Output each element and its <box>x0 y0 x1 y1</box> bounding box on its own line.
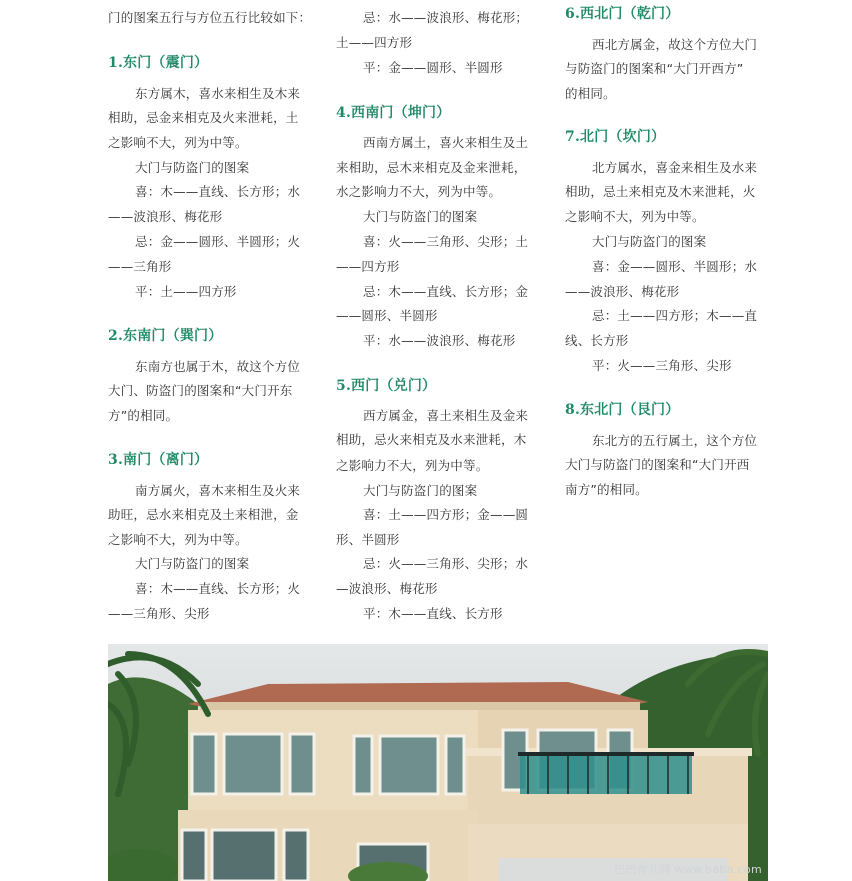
subheading-line: 大门与防盗门的图案 <box>135 160 250 175</box>
unfavorable-line: 线、长方形 <box>565 333 629 348</box>
paragraph-line: 大门与防盗门的图案和“大门开西 <box>565 457 750 472</box>
paragraph-line: 的相同。 <box>565 86 616 101</box>
paragraph-line: 水之影响力不大，列为中等。 <box>336 184 502 199</box>
neutral-line: 平：木——直线、长方形 <box>363 606 503 621</box>
paragraph-line: 东南方也属于木，故这个方位 <box>135 359 301 374</box>
favorable-line: 喜：木——直线、长方形；水 <box>135 184 301 199</box>
balcony-railing <box>518 752 694 794</box>
favorable-line: ——三角形、尖形 <box>108 606 210 621</box>
subheading-line: 大门与防盗门的图案 <box>135 556 250 571</box>
paragraph-line: 相助，忌金来相克及火来泄耗，土 <box>108 110 299 125</box>
section-title-north-gate: 7.北门（坎门） <box>565 129 666 145</box>
neutral-line: 平：土——四方形 <box>135 284 237 299</box>
paragraph-line: 西方属金，喜土来相生及金来 <box>363 408 529 423</box>
paragraph-line: 东方属木，喜水来相生及木来 <box>135 86 301 101</box>
paragraph-line: 之影响不大，列为中等。 <box>108 135 248 150</box>
section-title-southwest-gate: 4.西南门（坤门） <box>336 105 451 121</box>
paragraph-line: 南方”的相同。 <box>565 482 648 497</box>
favorable-line: 喜：金——圆形、半圆形；水 <box>592 259 758 274</box>
unfavorable-line: ——三角形 <box>108 259 172 274</box>
neutral-line: 平：火——三角形、尖形 <box>592 358 732 373</box>
subheading-line: 大门与防盗门的图案 <box>363 483 478 498</box>
house-illustration <box>108 644 768 881</box>
paragraph-line: 西南方属土，喜火来相生及土 <box>363 135 529 150</box>
favorable-line: 形、半圆形 <box>336 532 400 547</box>
unfavorable-line: —波浪形、梅花形 <box>336 581 438 596</box>
paragraph-line: 助旺，忌水来相克及土来相泄，金 <box>108 507 299 522</box>
section-title-west-gate: 5.西门（兑门） <box>336 378 437 394</box>
paragraph-line: 西北方属金，故这个方位大门 <box>592 37 758 52</box>
favorable-line: ——波浪形、梅花形 <box>565 284 680 299</box>
paragraph-line: 相助，忌土来相克及木来泄耗，火 <box>565 184 756 199</box>
paragraph-line: 之影响不大，列为中等。 <box>108 532 248 547</box>
section-title-northeast-gate: 8.东北门（艮门） <box>565 402 680 418</box>
paragraph-line: 方”的相同。 <box>108 408 179 423</box>
paragraph-line: 大门、防盗门的图案和“大门开东 <box>108 383 293 398</box>
unfavorable-line: ——圆形、半圆形 <box>336 308 438 323</box>
neutral-line: 平：金——圆形、半圆形 <box>363 60 503 75</box>
section-title-northwest-gate: 6.西北门（乾门） <box>565 6 680 22</box>
unfavorable-line: 忌：金——圆形、半圆形；火 <box>135 234 301 249</box>
paragraph-line: 之影响力不大，列为中等。 <box>336 458 489 473</box>
paragraph-line: 之影响不大，列为中等。 <box>565 209 705 224</box>
section-title-east-gate: 1.东门（震门） <box>108 55 209 71</box>
section-title-south-gate: 3.南门（离门） <box>108 452 209 468</box>
unfavorable-line: 忌：土——四方形；木——直 <box>592 308 758 323</box>
subheading-line: 大门与防盗门的图案 <box>363 209 478 224</box>
favorable-line: 喜：木——直线、长方形；火 <box>135 581 301 596</box>
subheading-line: 大门与防盗门的图案 <box>592 234 707 249</box>
paragraph-line: 来相助，忌木来相克及金来泄耗， <box>336 160 527 175</box>
house-photo <box>108 644 768 881</box>
paragraph-line: 北方属水，喜金来相生及水来 <box>592 160 758 175</box>
section-title-southeast-gate: 2.东南门（巽门） <box>108 328 223 344</box>
favorable-line: 喜：土——四方形；金——圆 <box>363 507 529 522</box>
neutral-line: 平：水——波浪形、梅花形 <box>363 333 516 348</box>
paragraph-line: 南方属火，喜木来相生及火来 <box>135 483 301 498</box>
unfavorable-line: 忌：水——波浪形、梅花形； <box>363 10 529 25</box>
unfavorable-line: 忌：火——三角形、尖形；水 <box>363 556 529 571</box>
favorable-line: ——四方形 <box>336 259 400 274</box>
watermark-text: 巴巴育儿网 www.baba.com <box>614 863 762 876</box>
unfavorable-line: 土——四方形 <box>336 35 413 50</box>
paragraph-line: 相助，忌火来相克及水来泄耗，木 <box>336 432 527 447</box>
paragraph-line: 与防盗门的图案和“大门开西方” <box>565 61 744 76</box>
paragraph-line: 东北方的五行属土，这个方位 <box>592 433 758 448</box>
unfavorable-line: 忌：木——直线、长方形；金 <box>363 284 529 299</box>
favorable-line: ——波浪形、梅花形 <box>108 209 223 224</box>
favorable-line: 喜：火——三角形、尖形；土 <box>363 234 529 249</box>
intro-line: 门的图案五行与方位五行比较如下： <box>108 10 312 25</box>
